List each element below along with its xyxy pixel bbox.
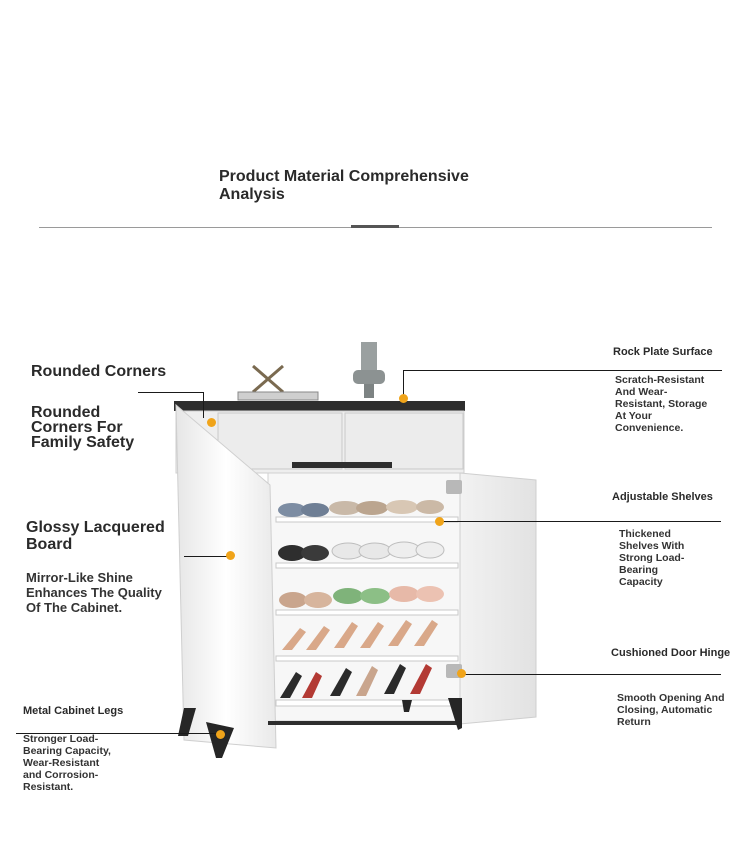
hinge-heading: Cushioned Door Hinge — [611, 647, 731, 659]
glossy-board-description: Mirror-Like Shine Enhances The Quality Of The Cabinet. — [26, 570, 162, 615]
metal-legs-heading: Metal Cabinet Legs — [23, 705, 124, 717]
callout-dot-rock-plate — [399, 394, 408, 403]
ornament-decoration — [238, 366, 318, 400]
callout-dot-shelves — [435, 517, 444, 526]
callout-line-rounded-v — [203, 392, 204, 418]
rock-plate-top — [174, 401, 465, 411]
rounded-corners-description: Rounded Corners For Family Safety — [31, 404, 135, 451]
callout-line-rock-plate — [403, 370, 722, 371]
page-title: Product Material Comprehensive Analysis — [219, 168, 469, 203]
rock-plate-description: Scratch-Resistant And Wear-Resistant, Storage At Your Convenience. — [615, 374, 708, 434]
hinge-upper — [446, 480, 462, 494]
drawer-handle — [292, 462, 392, 468]
callout-dot-rounded — [207, 418, 216, 427]
hinge-description: Smooth Opening And Closing, Automatic Return — [617, 692, 725, 728]
callout-line-shelves — [441, 521, 721, 522]
glossy-board-heading: Glossy Lacquered Board — [26, 519, 165, 553]
shelves-description: Thickened Shelves With Strong Load-Bearing Capacity — [619, 528, 685, 588]
cabinet-base — [268, 721, 462, 725]
callout-dot-legs — [216, 730, 225, 739]
callout-dot-hinge — [457, 669, 466, 678]
cabinet-door-right — [460, 473, 536, 724]
rock-plate-heading: Rock Plate Surface — [613, 346, 713, 358]
metal-legs-description: Stronger Load-Bearing Capacity, Wear-Resistant and Corrosion-Resistant. — [23, 733, 111, 793]
vase-decoration — [353, 342, 385, 398]
drawer-right — [345, 413, 463, 469]
callout-line-hinge — [462, 674, 721, 675]
callout-line-glossy — [184, 556, 232, 557]
rounded-corners-heading: Rounded Corners — [31, 363, 167, 380]
shelves-heading: Adjustable Shelves — [612, 491, 713, 503]
callout-dot-glossy — [226, 551, 235, 560]
callout-line-rounded-h — [138, 392, 203, 393]
